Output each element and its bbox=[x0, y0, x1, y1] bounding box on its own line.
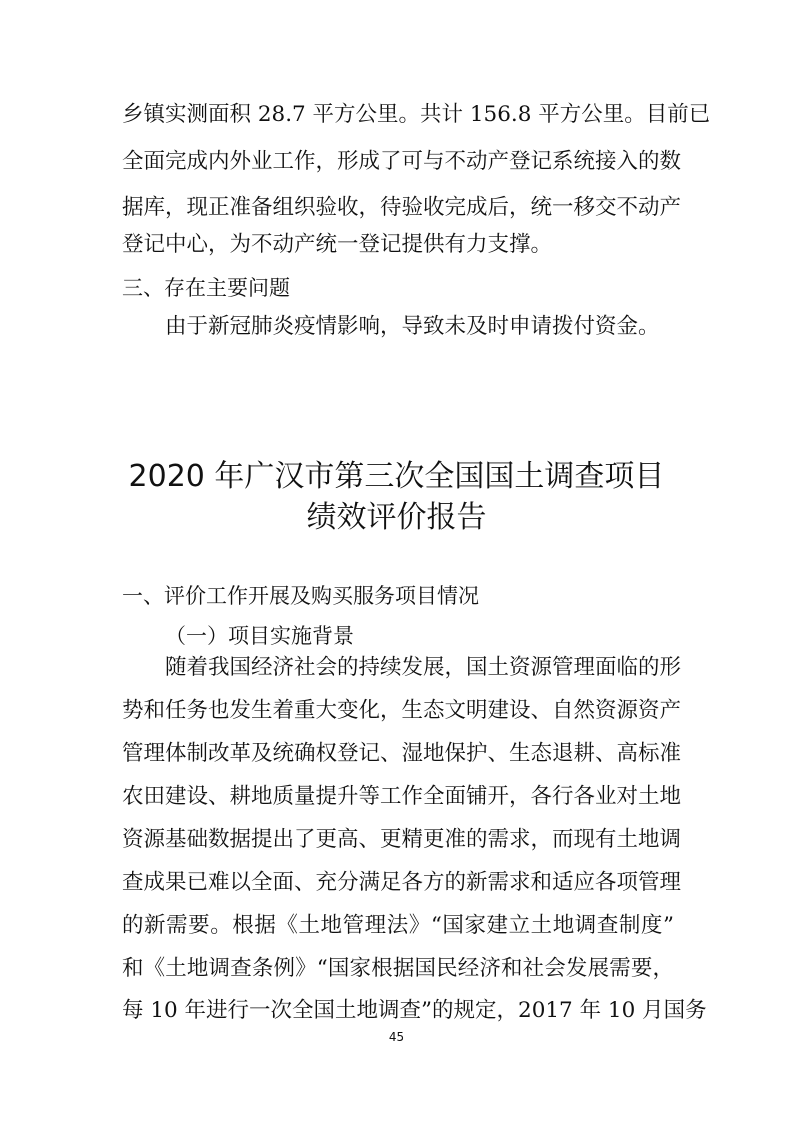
report-title-line-2: 绩效评价报告 bbox=[306, 500, 487, 535]
paragraph-line: 查成果已难以全面、充分满足各方的新需求和适应各项管理 bbox=[122, 870, 682, 895]
paragraph-line: 每 10 年进行一次全国土地调查”的规定，2017 年 10 月国务 bbox=[122, 998, 707, 1023]
page-number: 45 bbox=[388, 1030, 405, 1044]
paragraph-line: 登记中心，为不动产统一登记提供有力支撑。 bbox=[122, 232, 553, 257]
paragraph-line: 据库，现正准备组织验收，待验收完成后，统一移交不动产 bbox=[122, 195, 682, 220]
section-heading: 一、评价工作开展及购买服务项目情况 bbox=[122, 584, 479, 608]
paragraph-line: 乡镇实测面积 28.7 平方公里。共计 156.8 平方公里。目前已 bbox=[122, 102, 711, 127]
sub-heading: （一）项目实施背景 bbox=[165, 624, 354, 648]
paragraph-line: 全面完成内外业工作，形成了可与不动产登记系统接入的数 bbox=[122, 149, 682, 174]
paragraph-line: 管理体制改革及统确权登记、湿地保护、生态退耕、高标准 bbox=[122, 741, 682, 766]
paragraph-line: 农田建设、耕地质量提升等工作全面铺开，各行各业对土地 bbox=[122, 784, 682, 809]
paragraph-line: 资源基础数据提出了更高、更精更准的需求，而现有土地调 bbox=[122, 827, 682, 852]
paragraph-line: 由于新冠肺炎疫情影响，导致未及时申请拨付资金。 bbox=[165, 314, 660, 339]
paragraph-line: 和《土地调查条例》“国家根据国民经济和社会发展需要， bbox=[122, 956, 674, 981]
paragraph-line: 随着我国经济社会的持续发展，国土资源管理面临的形 bbox=[165, 655, 682, 680]
report-title-line-1: 2020 年广汉市第三次全国国土调查项目 bbox=[128, 459, 665, 494]
paragraph-line: 势和任务也发生着重大变化，生态文明建设、自然资源资产 bbox=[122, 698, 682, 723]
paragraph-line: 的新需要。根据《土地管理法》“国家建立土地调查制度” bbox=[122, 913, 674, 938]
section-heading: 三、存在主要问题 bbox=[122, 276, 290, 300]
